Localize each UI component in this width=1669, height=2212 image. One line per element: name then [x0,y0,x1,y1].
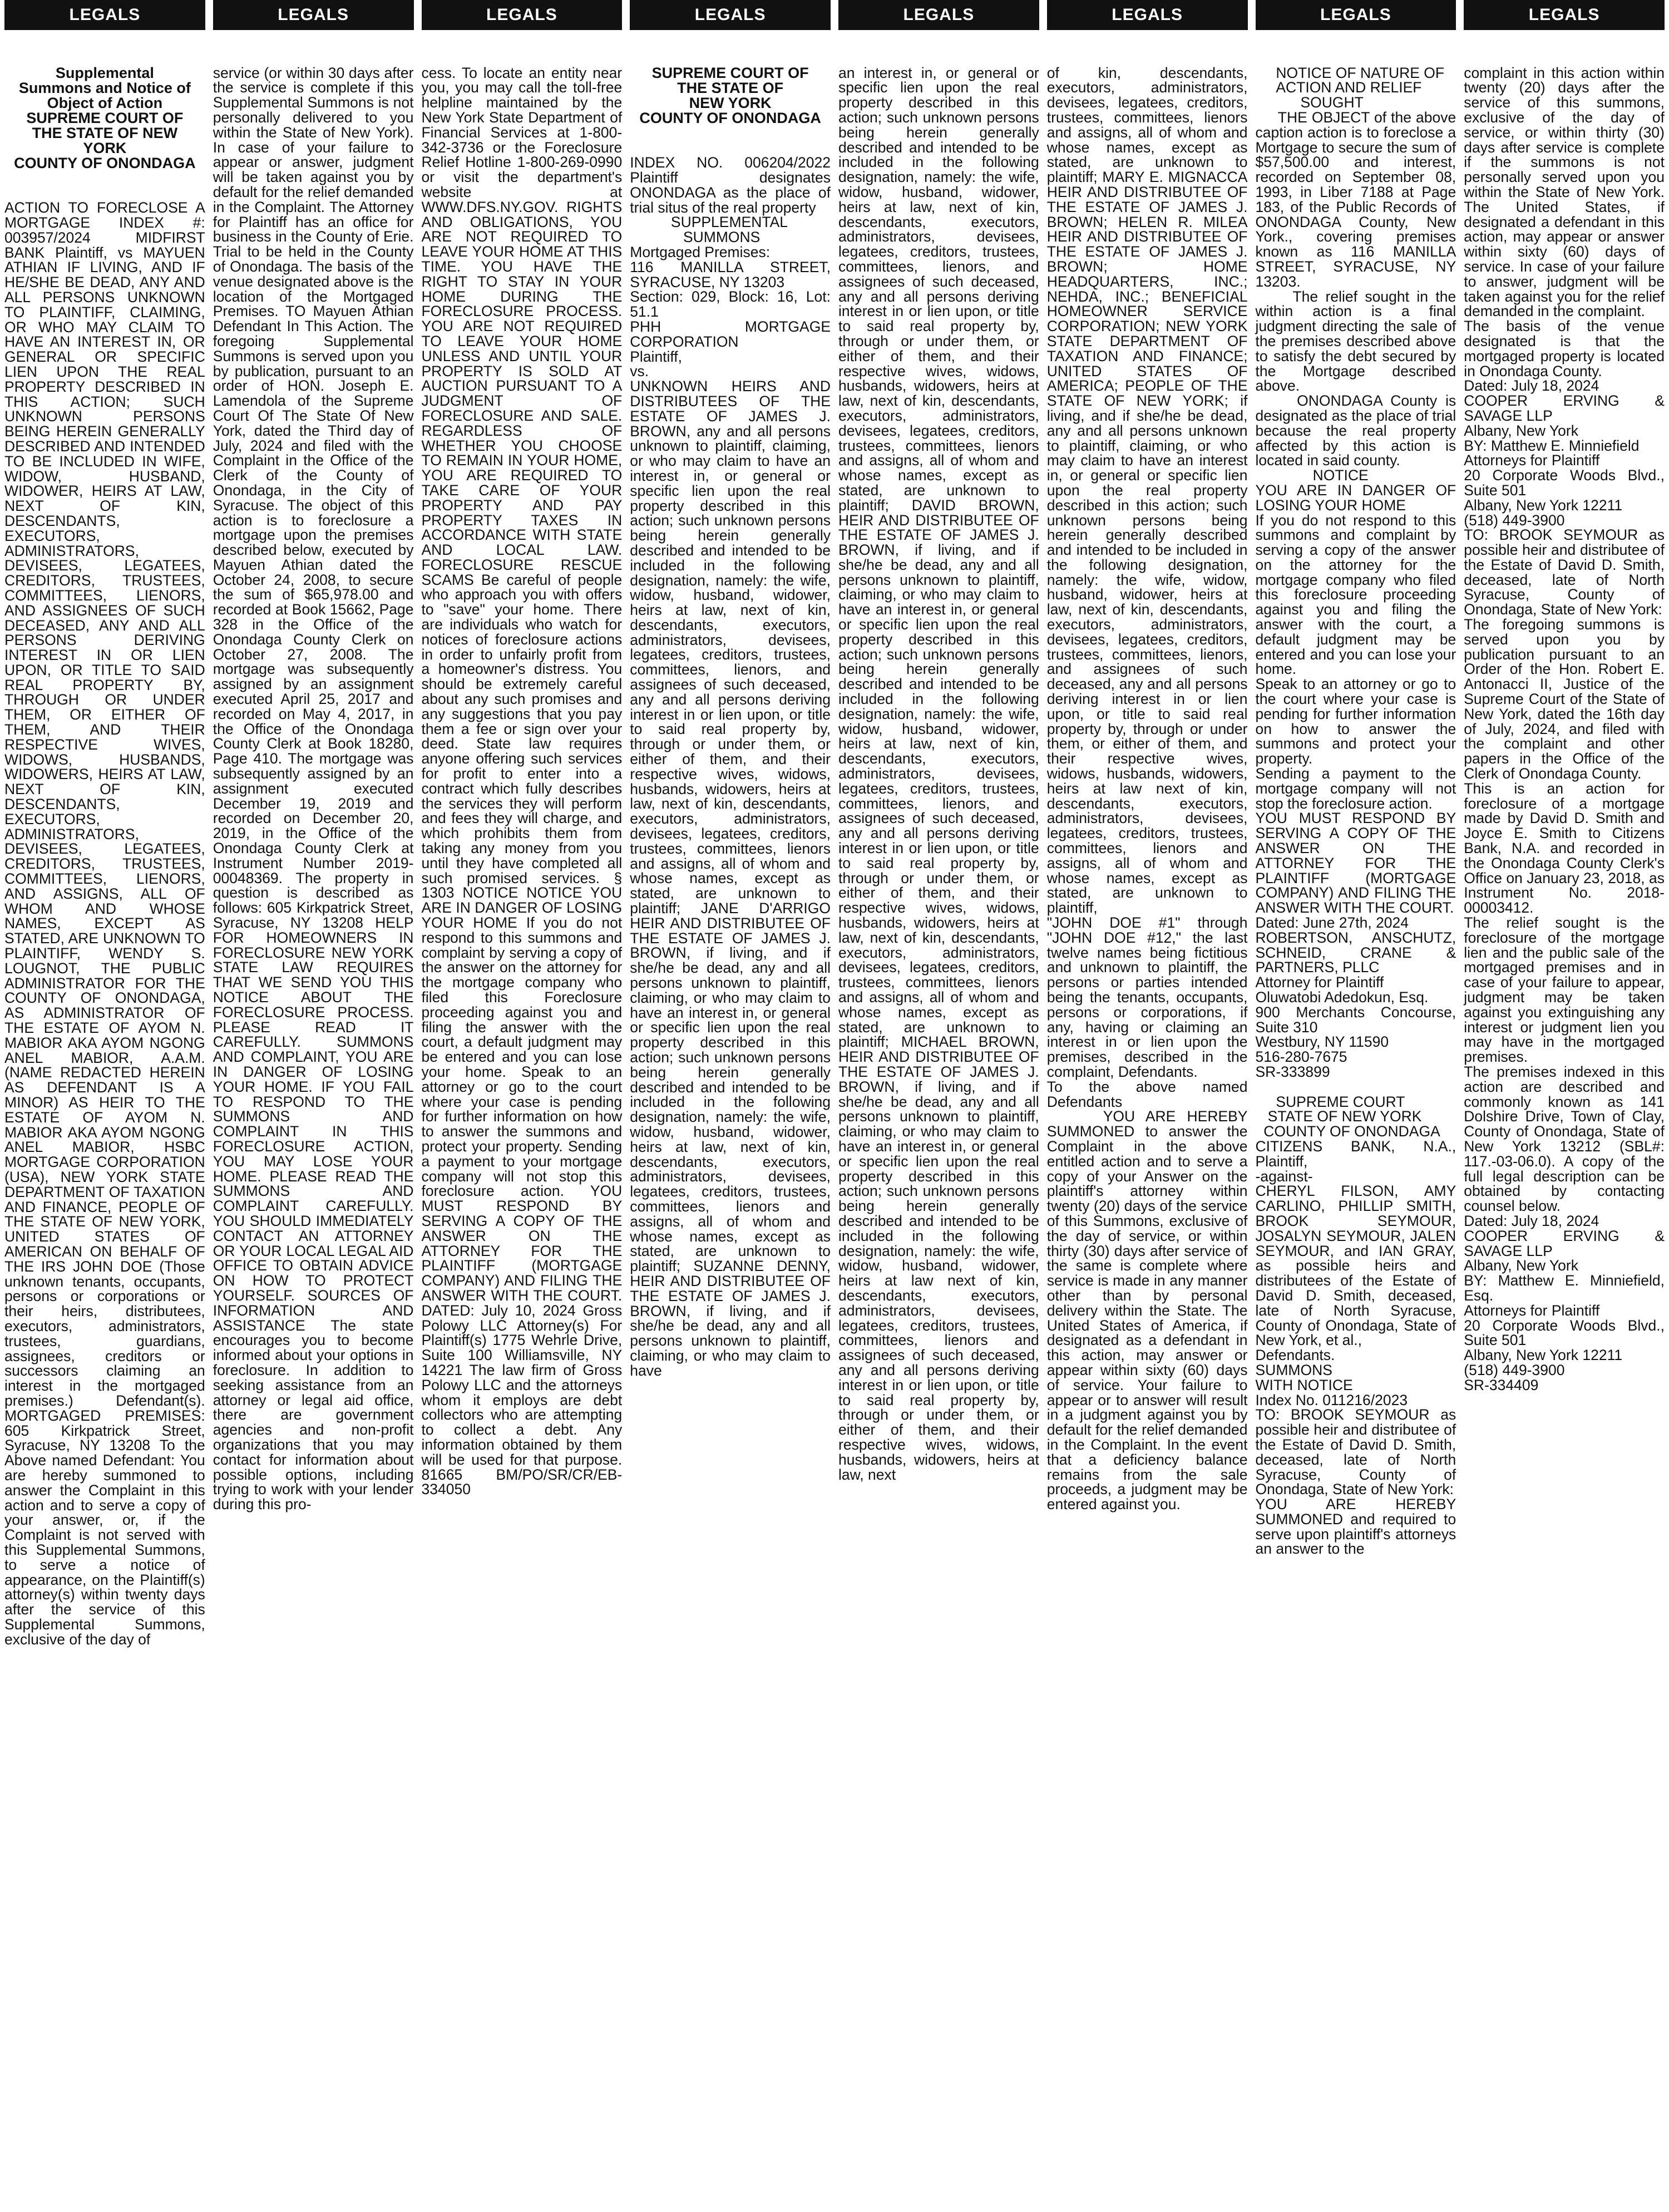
notice-heading: SUPREME COURT OF THE STATE OF NEW YORK COUNTY OF ONONDAGA [639,64,821,126]
column-text [1256,36,1456,2212]
notice-body: cess. To locate an entity near you, you may call the toll-free helpline maintained by the New York State Department of Financial Services at 1-800-342-3736 or the Foreclosure Relief Hotline 1-800-269-0990 or visit the department's website at WWW.DFS.NY.GOV. RIGHTS AND OBLIGATIONS, YOU ARE NOT REQUIRED TO LEAVE YOUR HOME AT THIS TIME. YOU HAVE THE RIGHT TO STAY IN YOUR HOME DURING THE FORECLOSURE PROCESS. YOU ARE NOT REQUIRED TO LEAVE YOUR HOME UNLESS AND UNTIL YOUR PROPERTY IS SOLD AT AUCTION PURSUANT TO A JUDGMENT OF FORECLOSURE AND SALE. REGARDLESS OF WHETHER YOU CHOOSE TO REMAIN IN YOUR HOME, YOU ARE REQUIRED TO TAKE CARE OF YOUR PROPERTY AND PAY PROPERTY TAXES IN ACCORDANCE WITH STATE AND LOCAL LAW. FORECLOSURE RESCUE SCAMS Be careful of people who approach you with offers to "save" your home. There are individuals who watch for notices of foreclosure actions in order to unfairly profit from a homeowner's distress. You should be extremely careful about any such promises and any suggestions that you pay them a fee or sign over your deed. State law requires anyone offering such services for profit to enter into a contract which fully describes the services they will perform and fees they will charge, and which prohibits them from taking any money from you until they have completed all such promised services. § 1303 NOTICE NOTICE YOU ARE IN DANGER OF LOSING YOUR HOME If you do not respond to this summons and complaint by serving a copy of the answer on the attorney for the mortgage company who filed this Foreclosure proceeding against you and filing the answer with the court, a default judgment may be entered and you can lose your home. Speak to an attorney or go to the court where your case is pending for further information on how to answer the summons and protect your property. Sending a payment to your mortgage company will not stop this foreclosure action. YOU MUST RESPOND BY SERVING A COPY OF THE ANSWER ON THE ATTORNEY FOR THE PLAINTIFF (MORTGAGE COMPANY) AND FILING THE ANSWER WITH THE COURT. DATED: July 10, 2024 Gross Polowy LLC Attorney(s) For Plaintiff(s) 1775 Wehrle Drive, Suite 100 Williamsville, NY 14221 The law firm of Gross Polowy LLC and the attorneys whom it employs are debt collectors who are attempting to collect a debt. Any information obtained by them will be used for that purpose. 81665 BM/PO/SR/CR/EB-334050 [421,64,626,1498]
legals-column-7 [1256,0,1456,2212]
column-header: LEGALS [4,0,205,30]
notice-body: of kin, descendants, executors, administrators, devisees, legatees, creditors, trustees, committees, lienors and assigns, all of whom and whose names, except as stated, are unknown to plaintiff; MARY E. MIGNACCA HEIR AND DISTRIBUTEE OF THE ESTATE OF JAMES J. BROWN; HELEN R. MILEA HEIR AND DISTRIBUTEE OF THE ESTATE OF JAMES J. BROWN; HOME HEADQUARTERS, INC.; NEHDA, INC.; BENEFICIAL HOMEOWNER SERVICE CORPORATION; NEW YORK STATE DEPARTMENT OF TAXATION AND FINANCE; UNITED STATES OF AMERICA; PEOPLE OF THE STATE OF NEW YORK; if living, and if she/he be dead, any and all persons unknown to plaintiff, claiming, or who may claim to have an interest in, or general or specific lien upon the real property described in this action; such unknown persons being herein generally described and intended to be included in the following designation, namely: the wife, widow, husband, widower, heirs at law, next of kin, descendants, executors, administrators, devisees, legatees, creditors, trustees, committees, lienors, and assignees of such deceased, any and all persons deriving interest in or lien upon, or title to said real property by, through or under them, or either of them, and their respective wives, widows, husbands, widowers, heirs at law next of kin, descendants, executors, administrators, devisees, legatees, creditors, trustees, committees, lienors and assigns, all of whom and whose names, except as stated, are unknown to plaintiff, "JOHN DOE #1" through "JOHN DOE #12," the last twelve names being fictitious and unknown to plaintiff, the persons or parties intended being the tenants, occupants, persons or corporations, if any, having or claiming an interest in or lien upon the premises, described in the complaint, Defendants. To the above named Defendants YOU ARE HEREBY SUMMONED to answer the Complaint in the above entitled action and to serve a copy of your Answer on the plaintiff's attorney within twenty (20) days of the service of this Summons, exclusive of the day of service, or within thirty (30) days after service of the same is complete where service is made in any manner other than by personal delivery within the State. The United States of America, if designated as a defendant in this action, may answer or appear within sixty (60) days of service. Your failure to appear or to answer will result in a judgment against you by default for the relief demanded in the Complaint. In the event that a deficiency balance remains from the sale proceeds, a judgment may be entered against you. [1046,64,1248,1513]
legals-column-3 [421,0,626,2212]
legals-column-8 [1464,0,1665,2212]
notice-body: ACTION TO FORECLOSE A MORTGAGE INDEX #: 003957/2024 MIDFIRST BANK Plaintiff, vs MAYUEN ATHIAN IF LIVING, AND IF HE/SHE BE DEAD, ANY AND ALL PERSONS UNKNOWN TO PLAINTIFF, CLAIMING, OR WHO MAY CLAIM TO HAVE AN INTEREST IN, OR GENERAL OR SPECIFIC LIEN UPON THE REAL PROPERTY DESCRIBED IN THIS ACTION; SUCH UNKNOWN PERSONS BEING HEREIN GENERALLY DESCRIBED AND INTENDED TO BE INCLUDED IN WIFE, WIDOW, HUSBAND, WIDOWER, HEIRS AT LAW, NEXT OF KIN, DESCENDANTS, EXECUTORS, ADMINISTRATORS, DEVISEES, LEGATEES, CREDITORS, TRUSTEES, COMMITTEES, LIENORS, AND ASSIGNEES OF SUCH DECEASED, ANY AND ALL PERSONS DERIVING INTEREST IN OR LIEN UPON, OR TITLE TO SAID REAL PROPERTY BY, THROUGH OR UNDER THEM, OR EITHER OF THEM, AND THEIR RESPECTIVE WIVES, WIDOWS, HUSBANDS, WIDOWERS, HEIRS AT LAW, NEXT OF KIN, DESCENDANTS, EXECUTORS, ADMINISTRATORS, DEVISEES, LEGATEES, CREDITORS, TRUSTEES, COMMITTEES, LIENORS, AND ASSIGNS, ALL OF WHOM AND WHOSE NAMES, EXCEPT AS STATED, ARE UNKNOWN TO PLAINTIFF, WENDY S. LOUGNOT, THE PUBLIC ADMINISTRATOR FOR THE COUNTY OF ONONDAGA, AS ADMINISTRATOR OF THE ESTATE OF AYOM N. MABIOR AKA AYOM NGONG ANEL MABIOR, A.A.M. (NAME REDACTED HEREIN AS DEFENDANT IS A MINOR) AS HEIR TO THE ESTATE OF AYOM N. MABIOR AKA AYOM NGONG ANEL MABIOR, HSBC MORTGAGE CORPORATION (USA), NEW YORK STATE DEPARTMENT OF TAXATION AND FINANCE, PEOPLE OF THE STATE OF NEW YORK, UNITED STATES OF AMERICAN ON BEHALF OF THE IRS JOHN DOE (Those unknown tenants, occupants, persons or corporations or their heirs, distributees, executors, administrators, trustees, guardians, assignees, creditors or successors claiming an interest in the mortgaged premises.) Defendant(s). MORTGAGED PREMISES: 605 Kirkpatrick Street, Syracuse, NY 13208 To the Above named Defendant: You are hereby summoned to answer the Complaint in this action and to serve a copy of your answer, or, if the Complaint is not served with this Supplemental Summons, to serve a notice of appearance, on the Plaintiff(s) attorney(s) within twenty days after the service of this Supplemental Summons, exclusive of the day of [4,199,210,1648]
notice-body: NOTICE OF NATURE OF ACTION AND RELIEF SOUGHT THE OBJECT of the above caption action is to foreclose a Mortgage to secure the sum of $57,500.00 and interest, recorded on September 08, 1993, in Liber 7188 at Page 183, of the Public Records of ONONDAGA County, New York., covering premises known as 116 MANILLA STREET, SYRACUSE, NY 13203. The relief sought in the within action is a final judgment directing the sale of the premises described above to satisfy the debt secured by the Mortgage described above. ONONDAGA County is designated as the place of trial because the real property affected by this action is located in said county. NOTICE YOU ARE IN DANGER OF LOSING YOUR HOME If you do not respond to this summons and complaint by serving a copy of the answer on the attorney for the mortgage company who filed this foreclosure proceeding against you and filing the answer with the court, a default judgment may be entered and you can lose your home. Speak to an attorney or go to the court where your case is pending for further information on how to answer the summons and protect your property. Sending a payment to the mortgage company will not stop the foreclosure action. YOU MUST RESPOND BY SERVING A COPY OF THE ANSWER ON THE ATTORNEY FOR THE PLAINTIFF (MORTGAGE COMPANY) AND FILING THE ANSWER WITH THE COURT. Dated: June 27th, 2024 ROBERTSON, ANSCHUTZ, SCHNEID, CRANE & PARTNERS, PLLC Attorney for Plaintiff Oluwatobi Adedokun, Esq. 900 Merchants Concourse, Suite 310 Westbury, NY 11590 516-280-7675 SR-333899 SUPREME COURT STATE OF NEW YORK COUNTY OF ONONDAGA CITIZENS BANK, N.A., Plaintiff, -against- CHERYL FILSON, AMY CARLINO, PHILLIP SMITH, BROOK SEYMOUR, JOSALYN SEYMOUR, JALEN SEYMOUR, and IAN GRAY, as possible heirs and distributees of the Estate of David D. Smith, deceased, late of North Syracuse, County of Onondaga, State of New York, et al., Defendants. SUMMONS WITH NOTICE Index No. 011216/2023 TO: BROOK SEYMOUR as possible heir and distributee of the Estate of David D. Smith, deceased, late of North Syracuse, County of Onondaga, State of New York: YOU ARE HEREBY SUMMONED and required to serve upon plaintiff's attorneys an answer to the [1255,64,1456,1558]
legals-column-1 [4,0,210,2212]
column-header: LEGALS [1464,0,1665,30]
column-header: LEGALS [838,0,1039,30]
legals-column-2 [213,0,418,2212]
notice-heading: Supplemental Summons and Notice of Object of Action SUPREME COURT OF THE STATE OF NEW YORK COUNTY OF ONONDAGA [14,64,196,171]
column-text [1047,36,1248,2212]
column-text [421,36,626,2212]
legals-column-5 [838,0,1044,2212]
legals-column-6 [1047,0,1248,2212]
notice-body: complaint in this action within twenty (20) days after the service of this summons, exclusive of the day of service, or within thirty (30) days after service is complete if the summons is not personally served upon you within the State of New York. The United States, if designated a defendant in this action, may appear or answer within sixty (60) days of service. In case of your failure to answer, judgment will be taken against you for the relief demanded in the complaint. The basis of the venue designated is that the mortgaged property is located in Onondaga County. Dated: July 18, 2024 COOPER ERVING & SAVAGE LLP Albany, New York BY: Matthew E. Minniefield Attorneys for Plaintiff 20 Corporate Woods Blvd., Suite 501 Albany, New York 12211 (518) 449-3900 TO: BROOK SEYMOUR as possible heir and distributee of the Estate of David D. Smith, deceased, late of North Syracuse, County of Onondaga, State of New York: The foregoing summons is served upon you by publication pursuant to an Order of the Hon. Robert E. Antonacci II, Justice of the Supreme Court of the State of New York, dated the 16th day of July, 2024, and filed with the complaint and other papers in the Office of the Clerk of Onondaga County. This is an action for foreclosure of a mortgage made by David D. Smith and Joyce E. Smith to Citizens Bank, N.A. and recorded in the Onondaga County Clerk's Office on January 23, 2018, as Instrument No. 2018-00003412. The relief sought is the foreclosure of the mortgage lien and the public sale of the mortgaged premises and in case of your failure to appear, judgment may be taken against you extinguishing any interest or judgment lien you may have in the mortgaged premises. The premises indexed in this action are described and commonly known as 141 Dolshire Drive, Town of Clay, County of Onondaga, State of New York 13212 (SBL#: 117.-03-06.0). A copy of the full legal description can be obtained by contacting counsel below. Dated: July 18, 2024 COOPER ERVING & SAVAGE LLP Albany, New York BY: Matthew E. Minniefield, Esq. Attorneys for Plaintiff 20 Corporate Woods Blvd., Suite 501 Albany, New York 12211 (518) 449-3900 SR-334409 [1464,64,1665,1393]
column-header: LEGALS [630,0,831,30]
column-text [213,36,418,2212]
column-text [630,36,831,2212]
column-header: LEGALS [1256,0,1456,30]
notice-body: INDEX NO. 006204/2022 Plaintiff designates ONONDAGA as the place of trial situs of the real property SUPPLEMENTAL SUMMONS Mortgaged Premises: 116 MANILLA STREET, SYRACUSE, NY 13203 Section: 029, Block: 16, Lot: 51.1 PHH MORTGAGE CORPORATION Plaintiff, vs. UNKNOWN HEIRS AND DISTRIBUTEES OF THE ESTATE OF JAMES J. BROWN, any and all persons unknown to plaintiff, claiming, or who may claim to have an interest in, or general or specific lien upon the real property described in this action; such unknown persons being herein generally described and intended to be included in the following designation, namely: the wife, widow, husband, widower, heirs at law, next of kin, descendants, executors, administrators, devisees, legatees, creditors, trustees, committees, lienors, and assignees of such deceased, any and all persons deriving interest in or lien upon, or title to said real property by, through or under them, or either of them, and their respective wives, widows, husbands, widowers, heirs at law, next of kin, descendants, executors, administrators, devisees, legatees, creditors, trustees, committees, lienors and assigns, all of whom and whose names, except as stated, are unknown to plaintiff; JANE D'ARRIGO HEIR AND DISTRIBUTEE OF THE ESTATE OF JAMES J. BROWN, if living, and if she/he be dead, any and all persons unknown to plaintiff, claiming, or who may claim to have an interest in, or general or specific lien upon the real property described in this action; such unknown persons being herein generally described and intended to be included in the following designation, namely: the wife, widow, husband, widower, heirs at law, next of kin, descendants, executors, administrators, devisees, legatees, creditors, trustees, committees, lienors and assigns, all of whom and whose names, except as stated, are unknown to plaintiff; SUZANNE DENNY, HEIR AND DISTRIBUTEE OF THE ESTATE OF JAMES J. BROWN, if living, and if she/he be dead, any and all persons unknown to plaintiff, claiming, or who may claim to have [630,154,831,1379]
column-text [1464,36,1665,2212]
column-header: LEGALS [1047,0,1248,30]
column-header: LEGALS [213,0,414,30]
column-text [4,36,210,2212]
legals-column-4 [630,0,831,2212]
notice-body: an interest in, or general or specific lien upon the real property described in this action; such unknown persons being herein generally described and intended to be included in the following designation, namely: the wife, widow, husband, widower, heirs at law, next of kin, descendants, executors, administrators, devisees, legatees, creditors, trustees, committees, lienors, and assignees of such deceased, any and all persons deriving interest in or lien upon, or title to said real property by, through or under them, or either of them, and their respective wives, widows, husbands, widowers, heirs at law, next of kin, descendants, executors, administrators, devisees, legatees, creditors, trustees, committees, lienors and assigns, all of whom and whose names, except as stated, are unknown to plaintiff; DAVID BROWN, HEIR AND DISTRIBUTEE OF THE ESTATE OF JAMES J. BROWN, if living, and if she/he be dead, any and all persons unknown to plaintiff, claiming, or who may claim to have an interest in, or general or specific lien upon the real property described in this action; such unknown persons being herein generally described and intended to be included in the following designation, namely: the wife, widow, husband, widower, heirs at law, next of kin, descendants, executors, administrators, devisees, legatees, creditors, trustees, committees, lienors, and assignees of such deceased, any and all persons deriving interest in or lien upon, or title to said real property by, through or under them, or either of them, and their respective wives, widows, husbands, widowers, heirs at law, next of kin, descendants, executors, administrators, devisees, legatees, creditors, trustees, committees, lienors and assigns, all of whom and whose names, except as stated, are unknown to plaintiff; MICHAEL BROWN, HEIR AND DISTRIBUTEE OF THE ESTATE OF JAMES J. BROWN, if living, and if she/he be dead, any and all persons unknown to plaintiff, claiming, or who may claim to have an interest in, or general or specific lien upon the real property described in this action; such unknown persons being herein generally described and intended to be included in the following designation, namely: the wife, widow, husband, widower, heirs at law next of kin, descendants, executors, administrators, devisees, legatees, creditors, trustees, committees, lienors and assignees of such deceased, any and all persons deriving interest in or lien upon, or title to said real property by, through or under them, or either of them, and their respective wives, widows, husbands, widowers, heirs at law, next [838,64,1044,1483]
column-header: LEGALS [422,0,623,30]
column-text [838,36,1044,2212]
notice-body: service (or within 30 days after the service is complete if this Supplemental Summons is not personally delivered to you within the State of New York). In case of your failure to appear or answer, judgment will be taken against you by default for the relief demanded in the Complaint. The Attorney for Plaintiff has an office for business in the County of Erie. Trial to be held in the County of Onondaga. The basis of the venue designated above is the location of the Mortgaged Premises. TO Mayuen Athian Defendant In This Action. The foregoing Supplemental Summons is served upon you by publication, pursuant to an order of HON. Joseph E. Lamendola of the Supreme Court Of The State Of New York, dated the Third day of July, 2024 and filed with the Complaint in the Office of the Clerk of the County of Onondaga, in the City of Syracuse. The object of this action is to foreclosure a mortgage upon the premises described below, executed by Mayuen Athian dated the October 24, 2008, to secure the sum of $65,978.00 and recorded at Book 15662, Page 328 in the Office of the Onondaga County Clerk on October 27, 2008. The mortgage was subsequently assigned by an assignment executed April 25, 2017 and recorded on May 4, 2017, in the Office of the Onondaga County Clerk at Book 18280, Page 410. The mortgage was subsequently assigned by an assignment executed December 19, 2019 and recorded on December 20, 2019, in the Office of the Onondaga County Clerk at Instrument Number 2019-00048369. The property in question is described as follows: 605 Kirkpatrick Street, Syracuse, NY 13208 HELP FOR HOMEOWNERS IN FORECLOSURE NEW YORK STATE LAW REQUIRES THAT WE SEND YOU THIS NOTICE ABOUT THE FORECLOSURE PROCESS. PLEASE READ IT CAREFULLY. SUMMONS AND COMPLAINT, YOU ARE IN DANGER OF LOSING YOUR HOME. IF YOU FAIL TO RESPOND TO THE SUMMONS AND COMPLAINT IN THIS FORECLOSURE ACTION, YOU MAY LOSE YOUR HOME. PLEASE READ THE SUMMONS AND COMPLAINT CAREFULLY. YOU SHOULD IMMEDIATELY CONTACT AN ATTORNEY OR YOUR LOCAL LEGAL AID OFFICE TO OBTAIN ADVICE ON HOW TO PROTECT YOURSELF. SOURCES OF INFORMATION AND ASSISTANCE The state encourages you to become informed about your options in foreclosure. In addition to seeking assistance from an attorney or legal aid office, there are government agencies and non-profit organizations that you may contact for information about possible options, including trying to work with your lender during this pro- [213,64,418,1513]
